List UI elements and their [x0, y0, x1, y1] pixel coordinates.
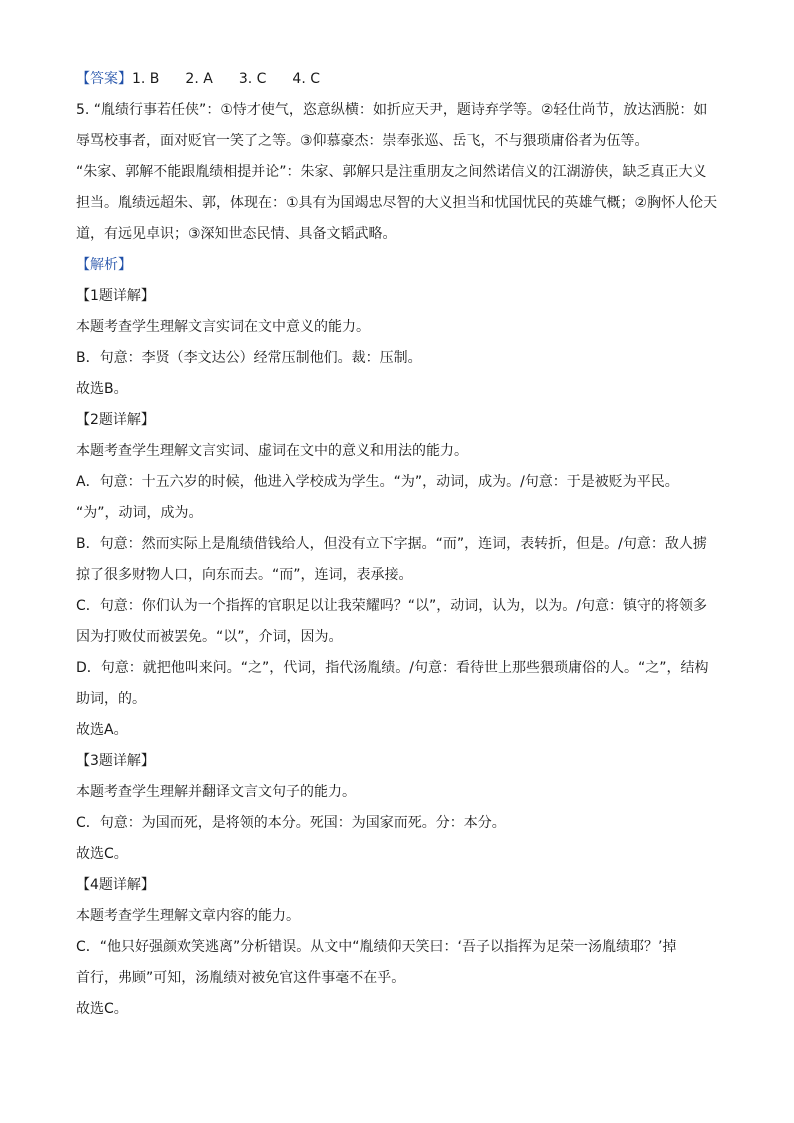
q3-line-3: 故选C。: [76, 846, 128, 862]
q1-line-2: B．句意：李贤（李文达公）经常压制他们。裁：压制。: [76, 350, 422, 366]
answer-items: [132, 71, 320, 87]
answer-label: 【答案】: [76, 71, 132, 87]
q5-line-3: “朱家、郭解不能跟胤绩相提并论”：朱家、郭解只是注重朋友之间然诺信义的江湖游侠，缺乏真正大义: [76, 164, 707, 180]
q1-line-1: 本题考查学生理解文言实词在文中意义的能力。: [76, 319, 370, 335]
q4-heading: 【4题详解】: [76, 877, 155, 893]
q3-line-2: C．句意：为国而死，是将领的本分。死国：为国家而死。分：本分。: [76, 815, 506, 831]
q1-heading: 【1题详解】: [76, 288, 155, 304]
answer-item-2: 2. A: [185, 71, 213, 87]
q5-line-5: 道，有远见卓识；③深知世态民情、具备文韬武略。: [76, 226, 397, 242]
q3-heading: 【3题详解】: [76, 753, 155, 769]
q5-line-2: 辱骂校事者，面对贬官一笑了之等。③仰慕豪杰：崇奉张巡、岳飞，不与猥琐庸俗者为伍等。: [76, 133, 649, 149]
q2-line-8: D．句意：就把他叫来问。“之”，代词，指代汤胤绩。/句意：看待世上那些猥琐庸俗的人。“之”，结构: [76, 660, 709, 676]
q2-line-2: A．句意：十五六岁的时候，他进入学校成为学生。“为”，动词，成为。/句意：于是被贬为平民。: [76, 474, 679, 490]
q2-line-6: C．句意：你们认为一个指挥的官职足以让我荣耀吗？“以”，动词，认为，以为。/句意：镇守的将领多: [76, 598, 707, 614]
q2-line-9: 助词，的。: [76, 691, 146, 707]
answer-line: [76, 64, 726, 95]
answer-item-4: 4. C: [292, 71, 320, 87]
q3-line-1: 本题考查学生理解并翻译文言文句子的能力。: [76, 784, 356, 800]
q4-line-4: 故选C。: [76, 1001, 128, 1017]
q2-heading: 【2题详解】: [76, 412, 155, 428]
q5-line-1: 5. “胤绩行事若任侠”：①恃才使气，恣意纵横：如折应天尹，题诗弃学等。②轻仕尚节，放达洒脱：如: [76, 102, 708, 118]
q5-line-4: 担当。胤绩远超朱、郭，体现在：①具有为国竭忠尽智的大义担当和忧国忧民的英雄气概；②胸怀人伦天: [76, 195, 718, 211]
q2-line-1: 本题考查学生理解文言实词、虚词在文中的意义和用法的能力。: [76, 443, 468, 459]
q2-line-3: “为”，动词，成为。: [76, 505, 203, 521]
q2-line-5: 掠了很多财物人口，向东而去。“而”，连词，表承接。: [76, 567, 413, 583]
q2-line-10: 故选A。: [76, 722, 128, 738]
q2-line-7: 因为打败仗而被罢免。“以”，介词，因为。: [76, 629, 343, 645]
q1-line-3: 故选B。: [76, 381, 128, 397]
q4-line-3: 首行，弗顾”可知，汤胤绩对被免官这件事毫不在乎。: [76, 970, 406, 986]
q4-line-1: 本题考查学生理解文章内容的能力。: [76, 908, 300, 924]
q2-line-4: B．句意：然而实际上是胤绩借钱给人，但没有立下字据。“而”，连词，表转折，但是。/句意：敌人掳: [76, 536, 707, 552]
analysis-label: 【解析】: [76, 257, 132, 273]
answer-item-1: 1. B: [132, 71, 160, 87]
document-body: [76, 64, 726, 1025]
answer-item-3: 3. C: [238, 71, 267, 87]
q4-line-2: C．“他只好强颜欢笑逃离”分析错误。从文中“胤绩仰天笑曰：‘吾子以指挥为足荣一汤胤绩耶？’掉: [76, 939, 677, 955]
